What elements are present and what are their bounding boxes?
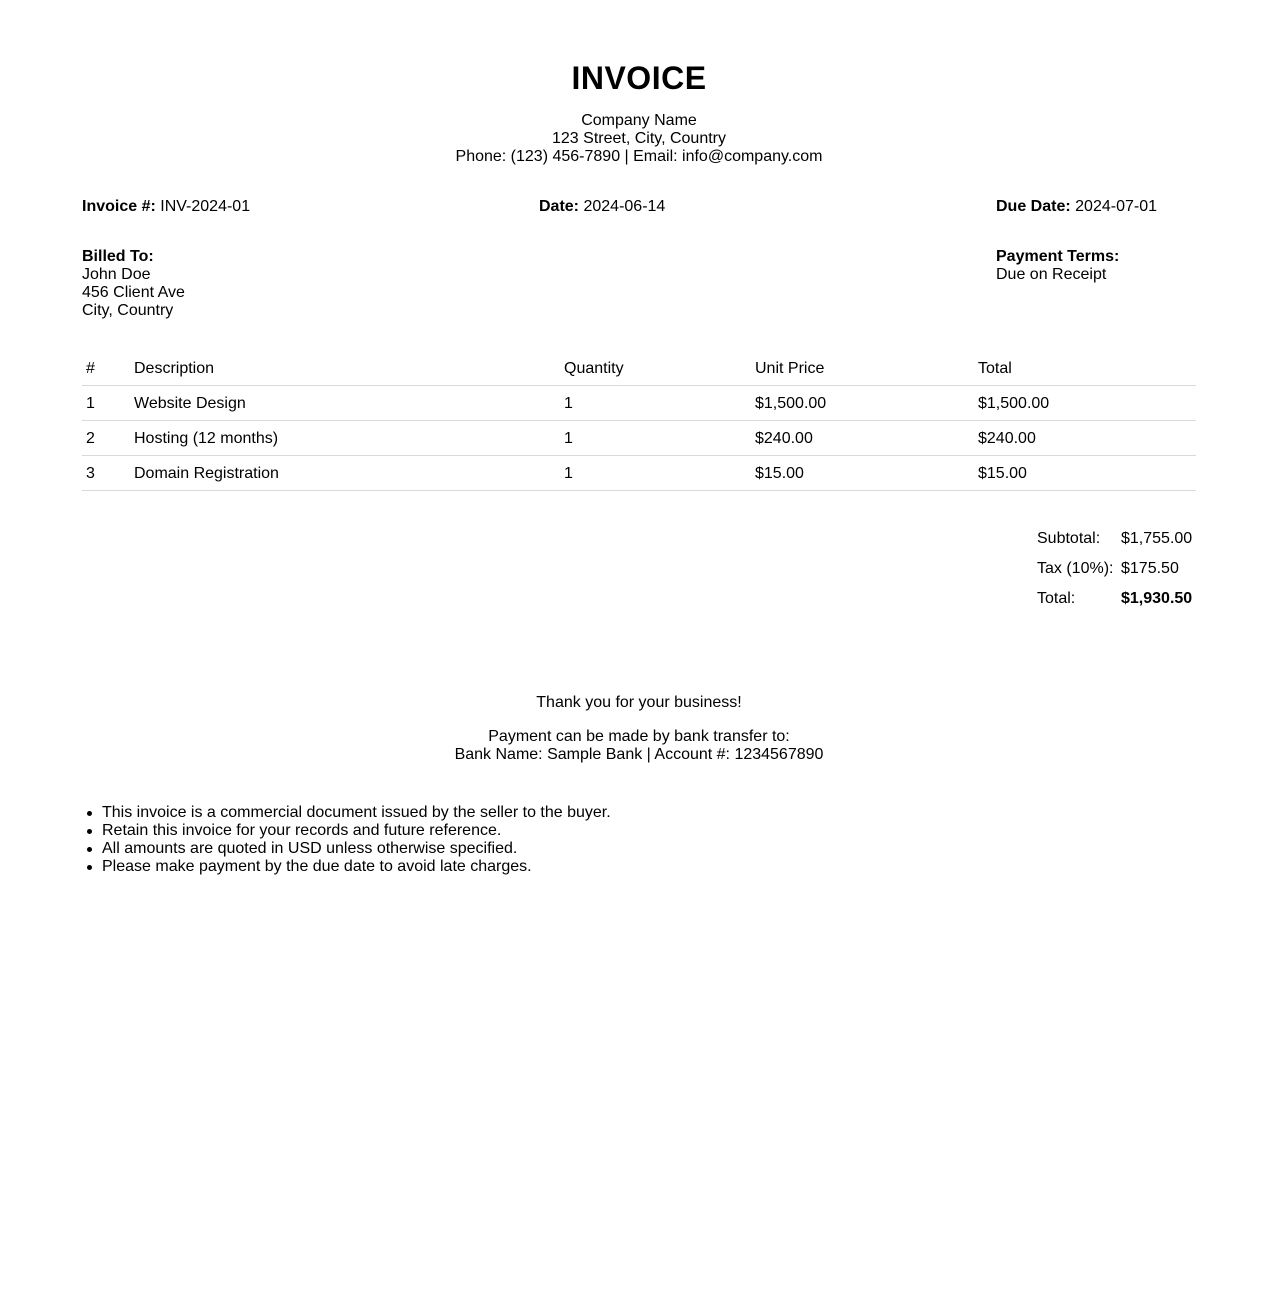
item-description: Domain Registration <box>134 465 279 482</box>
subtotal-value: $1,755.00 <box>1121 530 1193 547</box>
invoice-date-value: 2024-06-14 <box>583 198 666 215</box>
subtotal-label: Subtotal: <box>1037 530 1101 547</box>
payment-terms-label: Payment Terms: <box>996 248 1120 265</box>
table-row <box>82 421 1196 456</box>
note-text: All amounts are quoted in USD unless otherwise specified. <box>102 840 518 857</box>
invoice-number <box>82 198 250 216</box>
billed-to-block <box>82 248 185 320</box>
note-text: Retain this invoice for your records and future reference. <box>102 822 502 839</box>
item-number: 3 <box>86 465 95 482</box>
item-unit-price: $1,500.00 <box>755 395 827 412</box>
grand-total-value: $1,930.50 <box>1121 590 1193 607</box>
item-total: $1,500.00 <box>978 395 1050 412</box>
column-header-description: Description <box>134 360 215 377</box>
item-quantity: 1 <box>564 430 573 447</box>
bullet-icon <box>87 829 92 834</box>
note-text: Please make payment by the due date to avoid late charges. <box>102 858 532 875</box>
column-header-quantity: Quantity <box>564 360 624 377</box>
grand-total-label: Total: <box>1037 590 1076 607</box>
note-item <box>82 858 611 876</box>
bullet-icon <box>87 811 92 816</box>
item-total: $240.00 <box>978 430 1036 447</box>
bullet-icon <box>87 865 92 870</box>
company-contact: Phone: (123) 456-7890 | Email: info@company.com <box>455 148 823 165</box>
item-unit-price: $15.00 <box>755 465 804 482</box>
thank-you-message: Thank you for your business! <box>536 694 742 711</box>
totals-summary <box>1037 530 1197 620</box>
bullet-icon <box>87 847 92 852</box>
item-quantity: 1 <box>564 395 573 412</box>
item-number: 2 <box>86 430 95 447</box>
payment-terms-block <box>996 248 1119 284</box>
invoice-date <box>539 198 665 216</box>
client-street: 456 Client Ave <box>82 284 185 301</box>
tax-value: $175.50 <box>1121 560 1179 577</box>
due-date-value: 2024-07-01 <box>1075 198 1157 215</box>
note-item <box>82 822 611 840</box>
table-row <box>82 386 1196 421</box>
tax-label: Tax (10%): <box>1037 560 1114 577</box>
column-header-unit-price: Unit Price <box>755 360 825 377</box>
bank-details <box>0 728 1278 764</box>
note-item <box>82 840 611 858</box>
item-description: Website Design <box>134 395 246 412</box>
invoice-date-label: Date: <box>539 198 580 215</box>
column-header-total: Total <box>978 360 1012 377</box>
due-date-label: Due Date: <box>996 198 1071 215</box>
company-address: 123 Street, City, Country <box>552 130 726 147</box>
payment-instruction: Payment can be made by bank transfer to: <box>488 728 790 745</box>
client-name: John Doe <box>82 266 151 283</box>
item-unit-price: $240.00 <box>755 430 813 447</box>
table-row <box>82 456 1196 491</box>
item-description: Hosting (12 months) <box>134 430 279 447</box>
table-header-row <box>82 351 1196 386</box>
billed-to-label: Billed To: <box>82 248 154 265</box>
line-items-table <box>82 351 1196 491</box>
payment-terms-value: Due on Receipt <box>996 266 1107 283</box>
bank-account-line: Bank Name: Sample Bank | Account #: 1234567890 <box>454 746 824 763</box>
item-total: $15.00 <box>978 465 1027 482</box>
column-header-number: # <box>86 360 95 377</box>
invoice-notes <box>82 804 611 876</box>
invoice-title: INVOICE <box>571 60 707 96</box>
company-info <box>0 112 1278 166</box>
tax-row <box>1037 560 1197 590</box>
item-quantity: 1 <box>564 465 573 482</box>
invoice-meta <box>82 198 1196 216</box>
invoice-number-value: INV-2024-01 <box>160 198 251 215</box>
invoice-number-label: Invoice #: <box>82 198 156 215</box>
grand-total-row <box>1037 590 1197 620</box>
note-item <box>82 804 611 822</box>
company-name: Company Name <box>581 112 697 129</box>
invoice-due-date <box>996 198 1157 216</box>
note-text: This invoice is a commercial document issued by the seller to the buyer. <box>102 804 611 821</box>
client-city: City, Country <box>82 302 174 319</box>
subtotal-row <box>1037 530 1197 560</box>
item-number: 1 <box>86 395 95 412</box>
